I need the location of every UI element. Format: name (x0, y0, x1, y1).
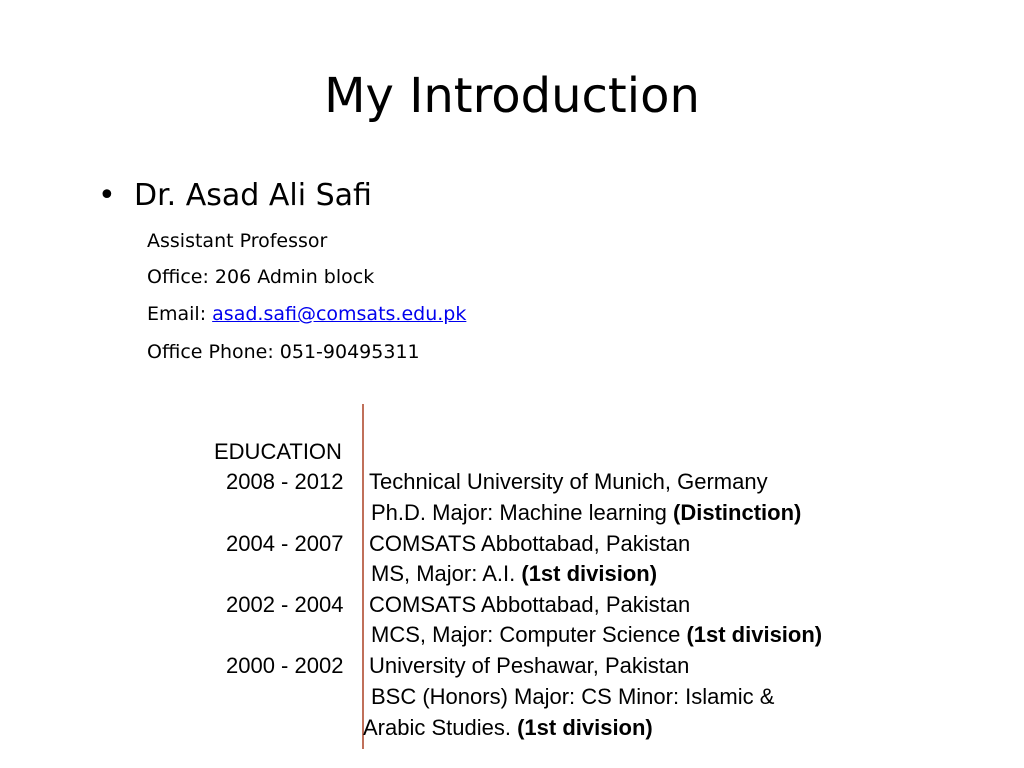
presenter-name: Dr. Asad Ali Safi (134, 178, 372, 213)
edu-years: 2004 - 2007 (226, 531, 344, 556)
bullet-icon: • (98, 178, 116, 213)
office-text: Office: 206 Admin block (147, 266, 375, 288)
edu-degree: BSC (Honors) Major: CS Minor: Islamic & (371, 684, 775, 709)
edu-degree: Ph.D. Major: Machine learning (371, 500, 674, 525)
edu-years: 2002 - 2004 (226, 592, 344, 617)
edu-degree-line (371, 560, 657, 588)
position-text: Assistant Professor (147, 230, 328, 252)
email-label: Email: (147, 303, 213, 325)
edu-degree-cont: Arabic Studies. (363, 715, 518, 740)
edu-institution: COMSATS Abbottabad, Pakistan (369, 531, 691, 556)
edu-degree-line (371, 621, 822, 649)
edu-institution: University of Peshawar, Pakistan (369, 653, 690, 678)
education-heading: EDUCATION (214, 439, 342, 464)
edu-degree-line (363, 714, 653, 742)
phone-text: Office Phone: 051-90495311 (147, 341, 420, 363)
edu-institution: COMSATS Abbottabad, Pakistan (369, 592, 691, 617)
edu-honor: (1st division) (686, 622, 823, 647)
edu-degree: MCS, Major: Computer Science (371, 622, 687, 647)
education-divider (362, 404, 364, 749)
edu-honor: (Distinction) (673, 500, 802, 525)
edu-honor: (1st division) (517, 715, 653, 740)
edu-degree: MS, Major: A.I. (371, 561, 522, 586)
bullet-name (98, 176, 372, 216)
email-line (147, 301, 466, 327)
edu-years: 2000 - 2002 (226, 653, 344, 678)
slide-title: My Introduction (324, 68, 700, 124)
email-link[interactable]: asad.safi@comsats.edu.pk (212, 303, 467, 325)
edu-degree-line (371, 499, 801, 527)
edu-honor: (1st division) (521, 561, 658, 586)
edu-years: 2008 - 2012 (226, 469, 344, 494)
edu-institution: Technical University of Munich, Germany (369, 469, 768, 494)
